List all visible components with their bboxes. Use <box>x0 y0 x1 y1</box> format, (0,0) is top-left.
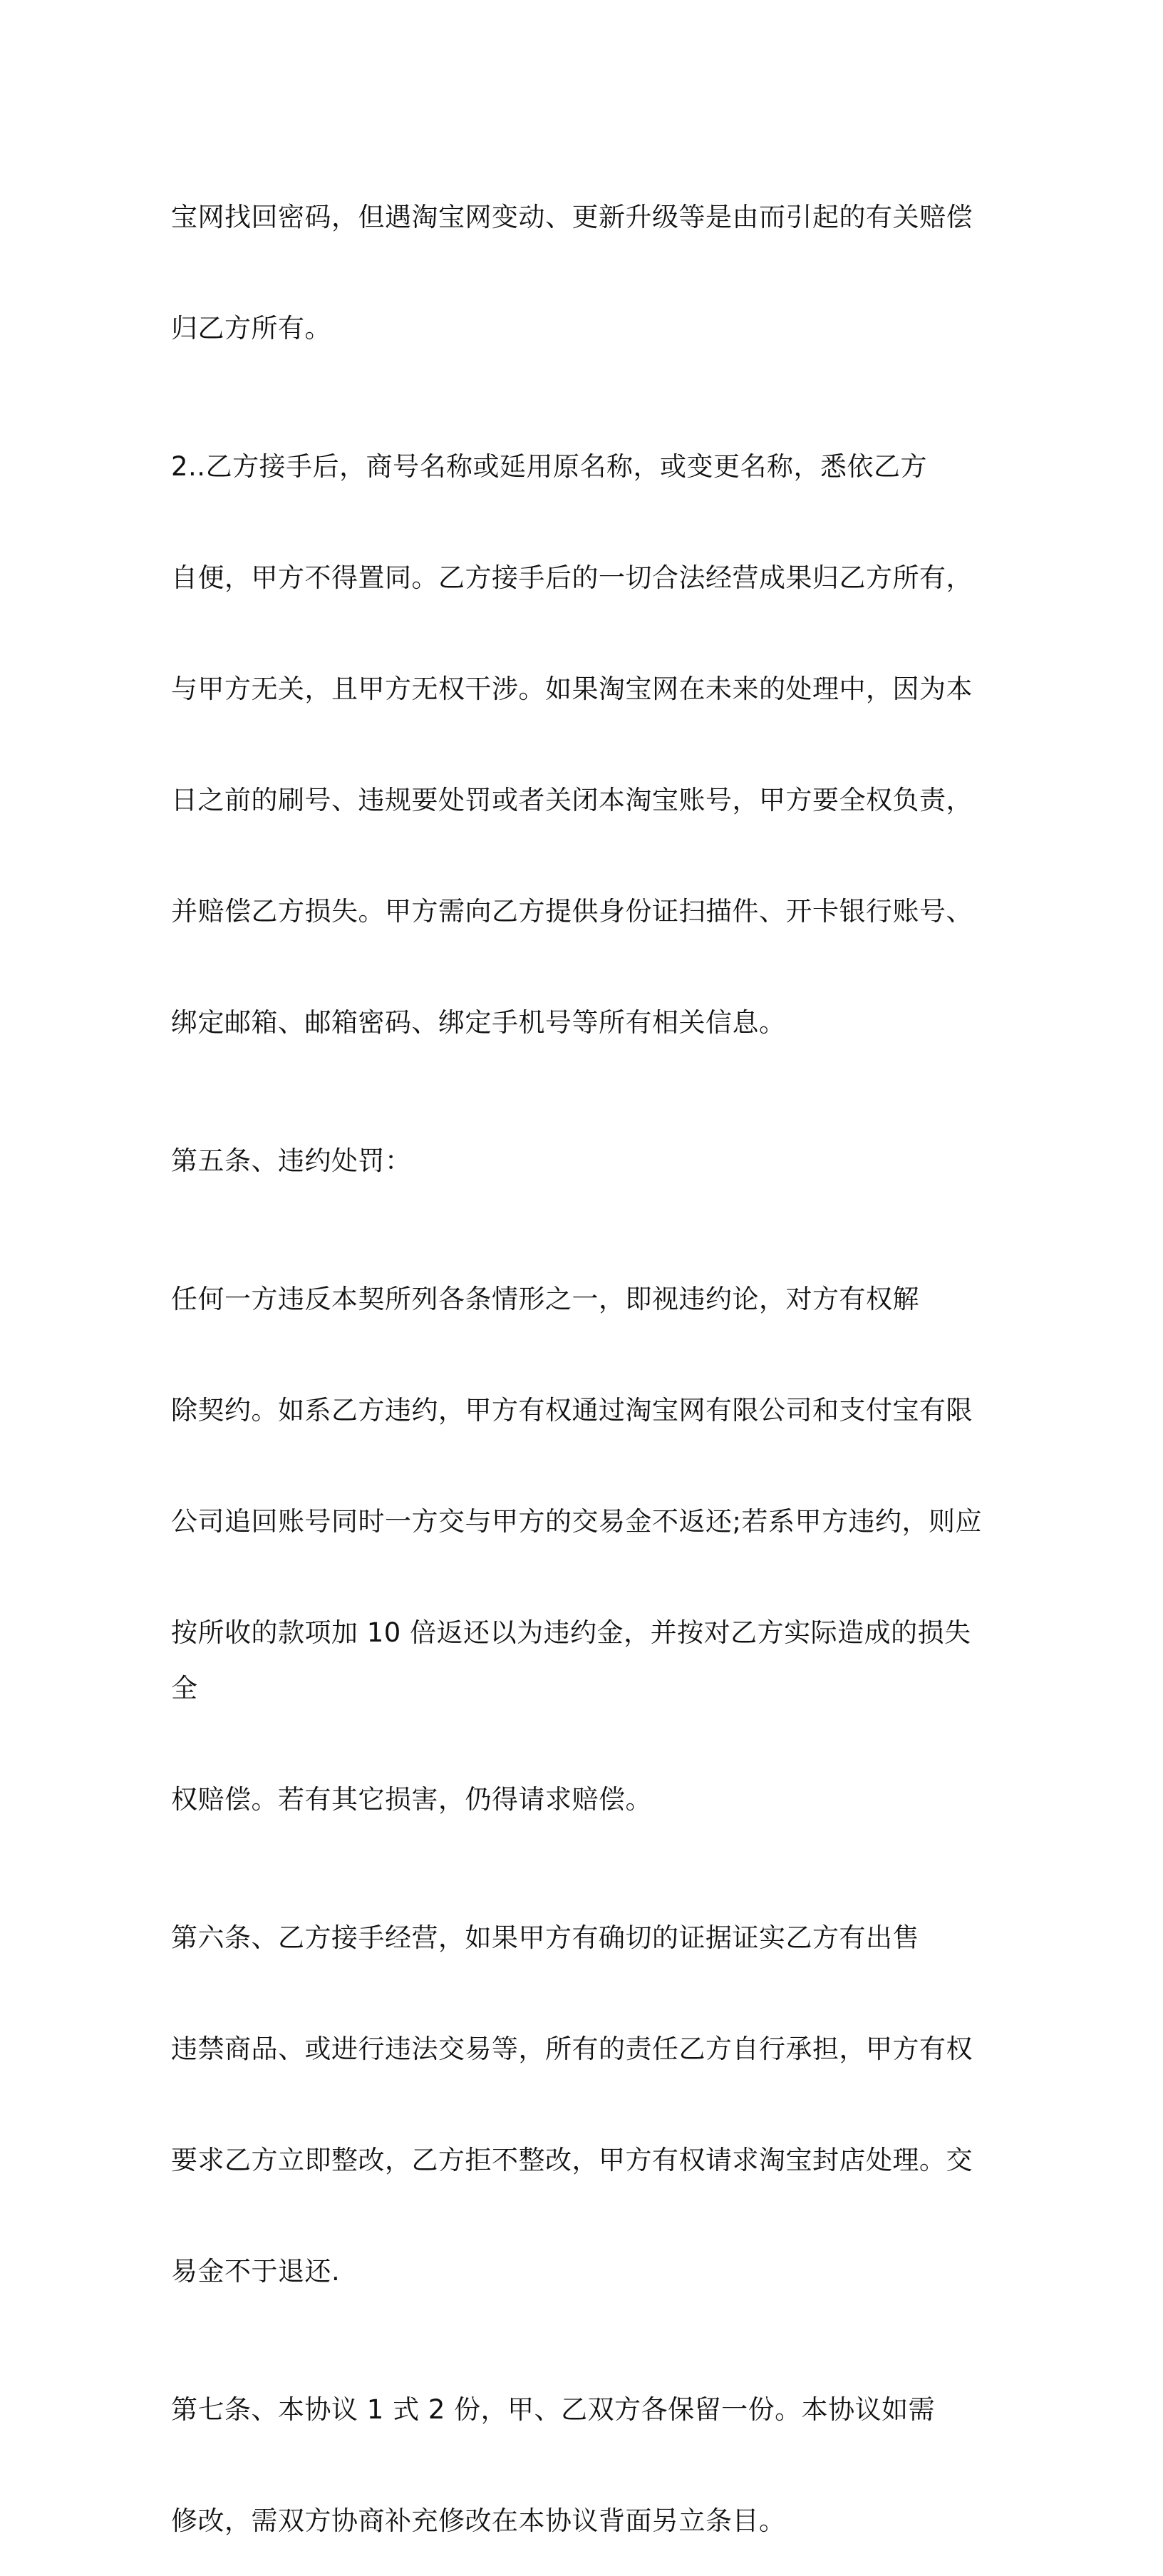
paragraph-article-5 <box>171 1216 995 1828</box>
paragraph-article-6 <box>171 1855 995 2299</box>
text-line: 权赔偿。若有其它损害，仍得请求赔偿。 <box>171 1784 652 1815</box>
text-line: 按所收的款项加 10 倍返还以为违约金，并按对乙方实际造成的损失全 <box>171 1617 971 1704</box>
text-line: 违禁商品、或进行违法交易等，所有的责任乙方自行承担，甲方有权 <box>171 2034 973 2064</box>
text-line: 归乙方所有。 <box>171 313 331 344</box>
text-line: 第七条、本协议 1 式 2 份，甲、乙双方各保留一份。本协议如需 <box>171 2394 936 2425</box>
paragraph-article-7 <box>171 2327 995 2549</box>
text-line: 2..乙方接手后，商号名称或延用原名称，或变更名称，悉依乙方 <box>171 451 928 482</box>
paragraph-continued <box>171 134 995 356</box>
document-body <box>171 134 995 2576</box>
text-line: 绑定邮箱、邮箱密码、绑定手机号等所有相关信息。 <box>171 1007 786 1038</box>
text-line: 要求乙方立即整改，乙方拒不整改，甲方有权请求淘宝封店处理。交 <box>171 2145 973 2175</box>
paragraph-item-2 <box>171 383 995 1051</box>
text-line: 第五条、违约处罚： <box>171 1145 412 1176</box>
text-line: 第六条、乙方接手经营，如果甲方有确切的证据证实乙方有出售 <box>171 1922 919 1953</box>
text-line: 除契约。如系乙方违约，甲方有权通过淘宝网有限公司和支付宝有限 <box>171 1395 973 1426</box>
text-line: 自便，甲方不得置同。乙方接手后的一切合法经营成果归乙方所有， <box>171 562 973 593</box>
text-line: 任何一方违反本契所列各条情形之一，即视违约论，对方有权解 <box>171 1284 919 1314</box>
text-line: 易金不于退还. <box>171 2256 341 2287</box>
text-line: 宝网找回密码，但遇淘宝网变动、更新升级等是由而引起的有关赔偿 <box>171 202 973 232</box>
text-line: 修改，需双方协商补充修改在本协议背面另立条目。 <box>171 2505 786 2536</box>
text-line: 并赔偿乙方损失。甲方需向乙方提供身份证扫描件、开卡银行账号、 <box>171 896 973 927</box>
article-5-heading <box>171 1078 995 1189</box>
text-line: 日之前的刷号、违规要处罚或者关闭本淘宝账号，甲方要全权负责， <box>171 785 973 815</box>
text-line: 与甲方无关，且甲方无权干涉。如果淘宝网在未来的处理中，因为本 <box>171 674 973 704</box>
text-line: 公司追回账号同时一方交与甲方的交易金不返还;若系甲方违约，则应 <box>171 1506 982 1537</box>
